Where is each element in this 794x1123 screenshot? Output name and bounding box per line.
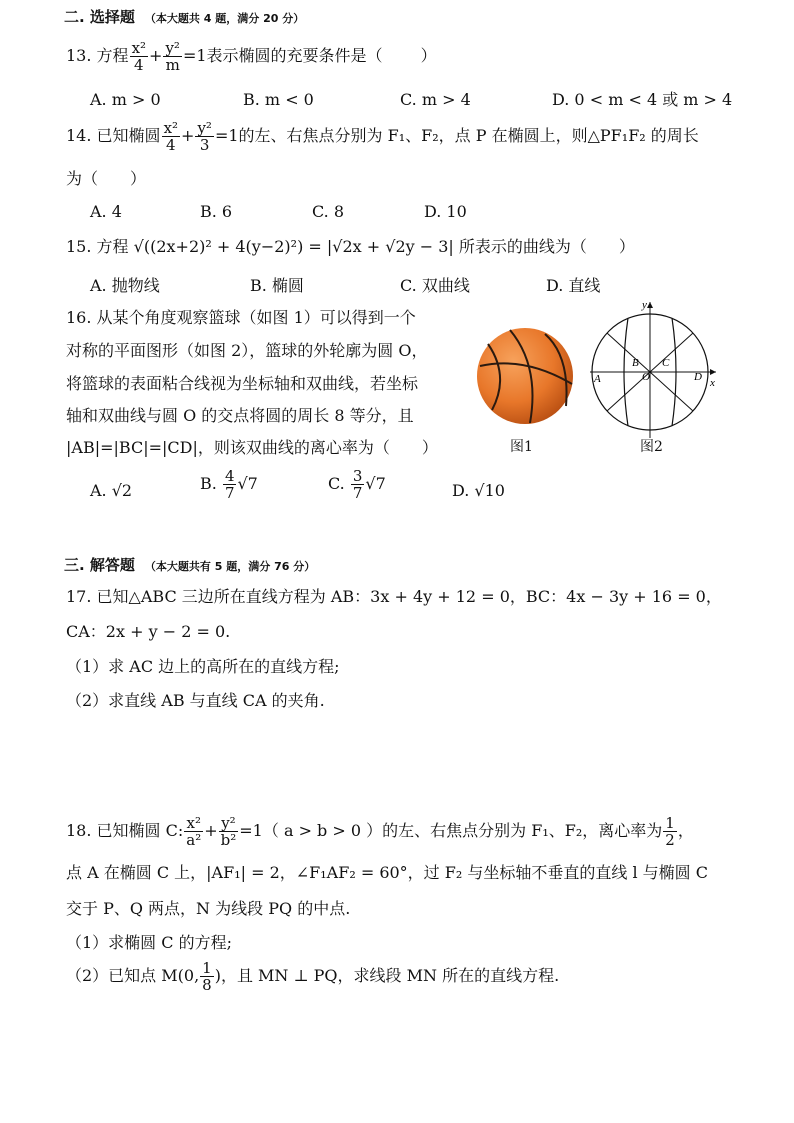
fraction: $\frac{\text{y²}}{m}$ — [165, 39, 180, 74]
option-c[interactable]: C. 双曲线 — [400, 276, 470, 295]
question-16-line5: |AB|=|BC|=|CD|，则该双曲线的离心率为（ ） — [66, 438, 438, 457]
section-note: （本大题共有 5 题，满分 76 分） — [144, 560, 316, 573]
label-o: O — [642, 371, 650, 383]
option-b[interactable]: B. 6 — [200, 202, 233, 221]
question-18-sub2: （2）已知点 M(0, $\frac{1}{8}$ )，且 MN ⊥ PQ，求线段 MN 所在的直线方程. — [66, 959, 560, 994]
option-c[interactable]: C. 8 — [312, 202, 345, 221]
question-15: 15. 方程 √((2x+2)² + 4(y−2)²) = |√2x + √2y − 3| 所表示的曲线为（ ） — [66, 237, 635, 256]
question-14-line2: 为（ ） — [66, 169, 147, 188]
question-18-line3: 交于 P、Q 两点，N 为线段 PQ 的中点. — [66, 899, 351, 918]
question-number: 13. — [66, 46, 92, 65]
option-d[interactable]: D. 10 — [424, 202, 467, 221]
option-b[interactable]: B. m < 0 — [243, 90, 314, 109]
equation: √((2x+2)² + 4(y−2)²) = |√2x + √2y − 3| — [133, 237, 454, 256]
question-13: 13. 方程 $\frac{\text{x²}}{4}$ + $\frac{\text{y²}}{m}$ =1表示椭圆的充要条件是（ ） — [66, 39, 437, 74]
label-c: C — [662, 357, 670, 369]
label-b: B — [632, 357, 639, 369]
question-16-line3: 将篮球的表面粘合线视为坐标轴和双曲线，若坐标 — [66, 374, 419, 393]
option-d[interactable]: D. 0 < m < 4 或 m > 4 — [552, 90, 733, 109]
option-a[interactable]: A. m > 0 — [90, 90, 161, 109]
question-18-sub1: （1）求椭圆 C 的方程; — [66, 933, 232, 952]
option-d[interactable]: D. √10 — [452, 481, 505, 500]
figure-2-caption: 图2 — [640, 439, 663, 455]
question-14: 14. 已知椭圆 $\frac{\text{x²}}{4}$ + $\frac{\text{y²}}{3}$ =1的左、右焦点分别为 F₁、F₂，点 P 在椭圆上，则△PF₁F₂ 的周长 — [66, 119, 699, 154]
fraction: $\frac{\text{x²}}{4}$ — [131, 39, 147, 74]
fraction: $\frac{\text{x²}}{4}$ — [163, 119, 179, 154]
fraction: $\frac{\text{y²}}{3}$ — [197, 119, 212, 154]
question-number: 15. — [66, 237, 92, 256]
option-c[interactable]: C. $\frac{3}{7}$ √7 — [328, 467, 386, 502]
question-16-line4: 轴和双曲线与圆 O 的交点将圆的周长 8 等分，且 — [66, 406, 414, 425]
section-note: （本大题共 4 题，满分 20 分） — [144, 12, 305, 25]
question-16-line1: 16. 从某个角度观察篮球（如图 1）可以得到一个 — [66, 308, 416, 327]
question-17-sub1: （1）求 AC 边上的高所在的直线方程; — [66, 657, 340, 676]
section-title: 三. 解答题 — [64, 556, 135, 574]
section-2-header — [64, 6, 304, 27]
option-a[interactable]: A. √2 — [90, 481, 133, 500]
option-b[interactable]: B. $\frac{4}{7}$ √7 — [200, 467, 258, 502]
question-18-line2: 点 A 在椭圆 C 上，|AF₁| = 2，∠F₁AF₂ = 60°，过 F₂ 与坐标轴不垂直的直线 l 与椭圆 C — [66, 863, 708, 882]
option-b[interactable]: B. 椭圆 — [250, 276, 304, 295]
option-c[interactable]: C. m > 4 — [400, 90, 471, 109]
label-y: y — [642, 299, 647, 311]
section-title: 二. 选择题 — [64, 8, 135, 26]
hyperbola-figure — [590, 298, 720, 438]
question-17-line2: CA：2x + y − 2 = 0. — [66, 622, 231, 641]
label-x: x — [710, 377, 715, 389]
option-a[interactable]: A. 4 — [90, 202, 122, 221]
basketball-figure — [470, 326, 580, 426]
question-18-line1: 18. 已知椭圆 C: $\frac{\text{x²}}{\text{a²}}$ + $\frac{\text{y²}}{\text{b²}}$ =1（ a > b > 0 ）的左、右焦点分别为 F₁、F₂，离心率为 $\frac{1}{2}$ ， — [66, 814, 694, 849]
question-text: 方程 — [96, 46, 129, 65]
question-17-line1: 17. 已知△ABC 三边所在直线方程为 AB：3x + 4y + 12 = 0，BC：4x − 3y + 16 = 0， — [66, 587, 722, 606]
option-d[interactable]: D. 直线 — [546, 276, 601, 295]
label-a: A — [594, 373, 601, 385]
question-17-sub2: （2）求直线 AB 与直线 CA 的夹角. — [66, 691, 325, 710]
figure-1-caption: 图1 — [510, 439, 533, 455]
question-16-line2: 对称的平面图形（如图 2），篮球的外轮廓为圆 O， — [66, 341, 428, 360]
section-3-header — [64, 554, 315, 575]
question-number: 14. — [66, 126, 92, 145]
option-a[interactable]: A. 抛物线 — [90, 276, 160, 295]
label-d: D — [694, 371, 702, 383]
